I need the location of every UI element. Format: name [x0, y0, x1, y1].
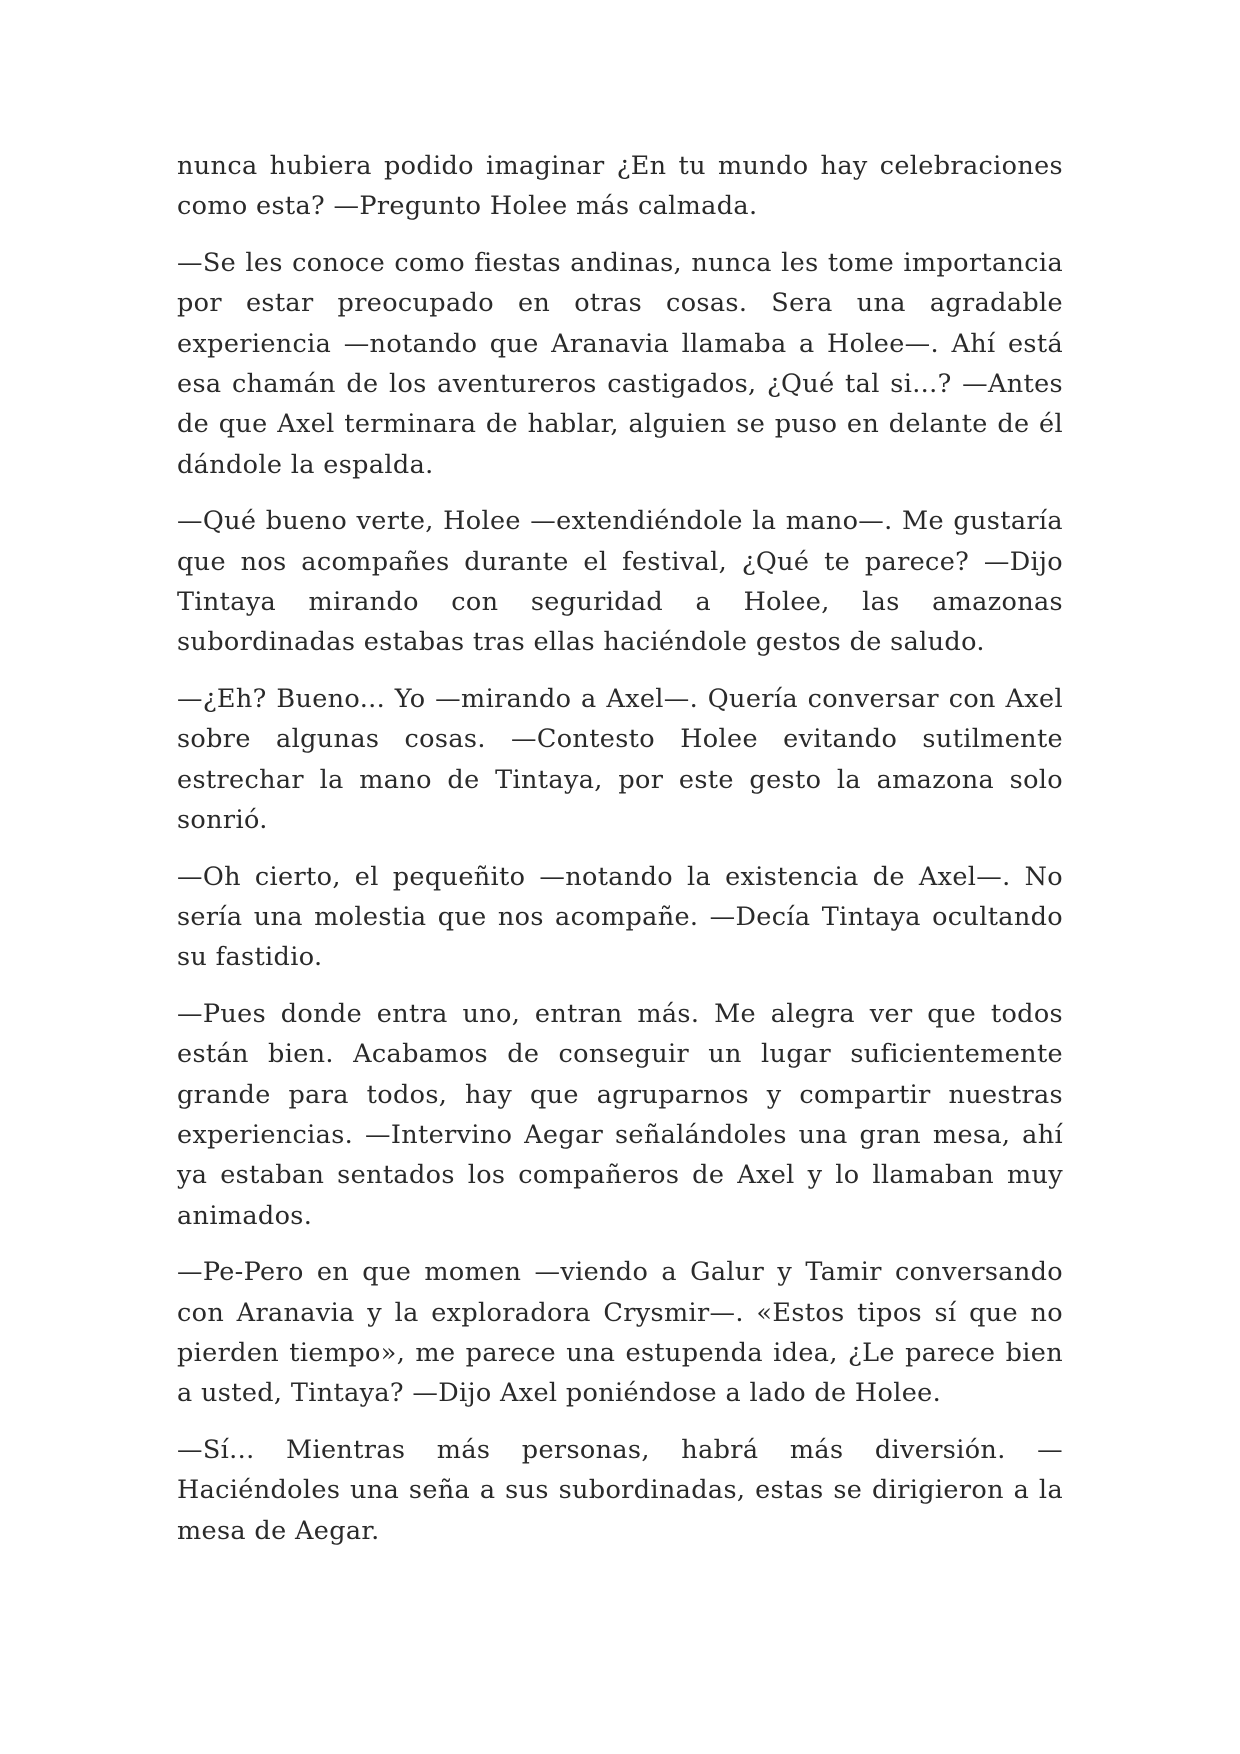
paragraph: —¿Eh? Bueno... Yo —mirando a Axel—. Quería conversar con Axel sobre algunas cosas. —Contesto Holee evitando sutilmente estrechar la mano de Tintaya, por este gesto la amazona solo sonrió.	[177, 683, 1063, 836]
paragraph: —Oh cierto, el pequeñito —notando la existencia de Axel—. No sería una molestia que nos acompañe. —Decía Tintaya ocultando su fastidio.	[177, 861, 1063, 973]
paragraph: —Pues donde entra uno, entran más. Me alegra ver que todos están bien. Acabamos de conseguir un lugar suficientemente grande para todos, hay que agruparnos y compartir nuestras experiencias. —Intervino Aegar señalándoles una gran mesa, ahí ya estaban sentados los compañeros de Axel y lo llamaban muy animados.	[177, 998, 1063, 1231]
paragraph: nunca hubiera podido imaginar ¿En tu mundo hay celebraciones como esta? —Pregunto Holee más calmada.	[177, 151, 1063, 222]
paragraph: —Qué bueno verte, Holee —extendiéndole la mano—. Me gustaría que nos acompañes durante el festival, ¿Qué te parece? —Dijo Tintaya mirando con seguridad a Holee, las amazonas subordinadas estabas tras ellas haciéndole gestos de saludo.	[177, 506, 1063, 658]
paragraph: —Pe-Pero en que momen —viendo a Galur y Tamir conversando con Aranavia y la exploradora Crysmir—. «Estos tipos sí que no pierden tiempo», me parece una estupenda idea, ¿Le parece bien a usted, Tintaya? —Dijo Axel poniéndose a lado de Holee.	[177, 1257, 1063, 1409]
paragraph: —Se les conoce como fiestas andinas, nunca les tome importancia por estar preocupado en otras cosas. Sera una agradable experiencia —notando que Aranavia llamaba a Holee—. Ahí está esa chamán de los aventureros castigados, ¿Qué tal si...? —Antes de que Axel terminara de hablar, alguien se puso en delante de él dándole la espalda.	[177, 247, 1063, 480]
body-text	[177, 146, 1063, 1567]
paragraph: —Sí... Mientras más personas, habrá más diversión. —Haciéndoles una seña a sus subordinadas, estas se dirigieron a la mesa de Aegar.	[177, 1434, 1063, 1546]
